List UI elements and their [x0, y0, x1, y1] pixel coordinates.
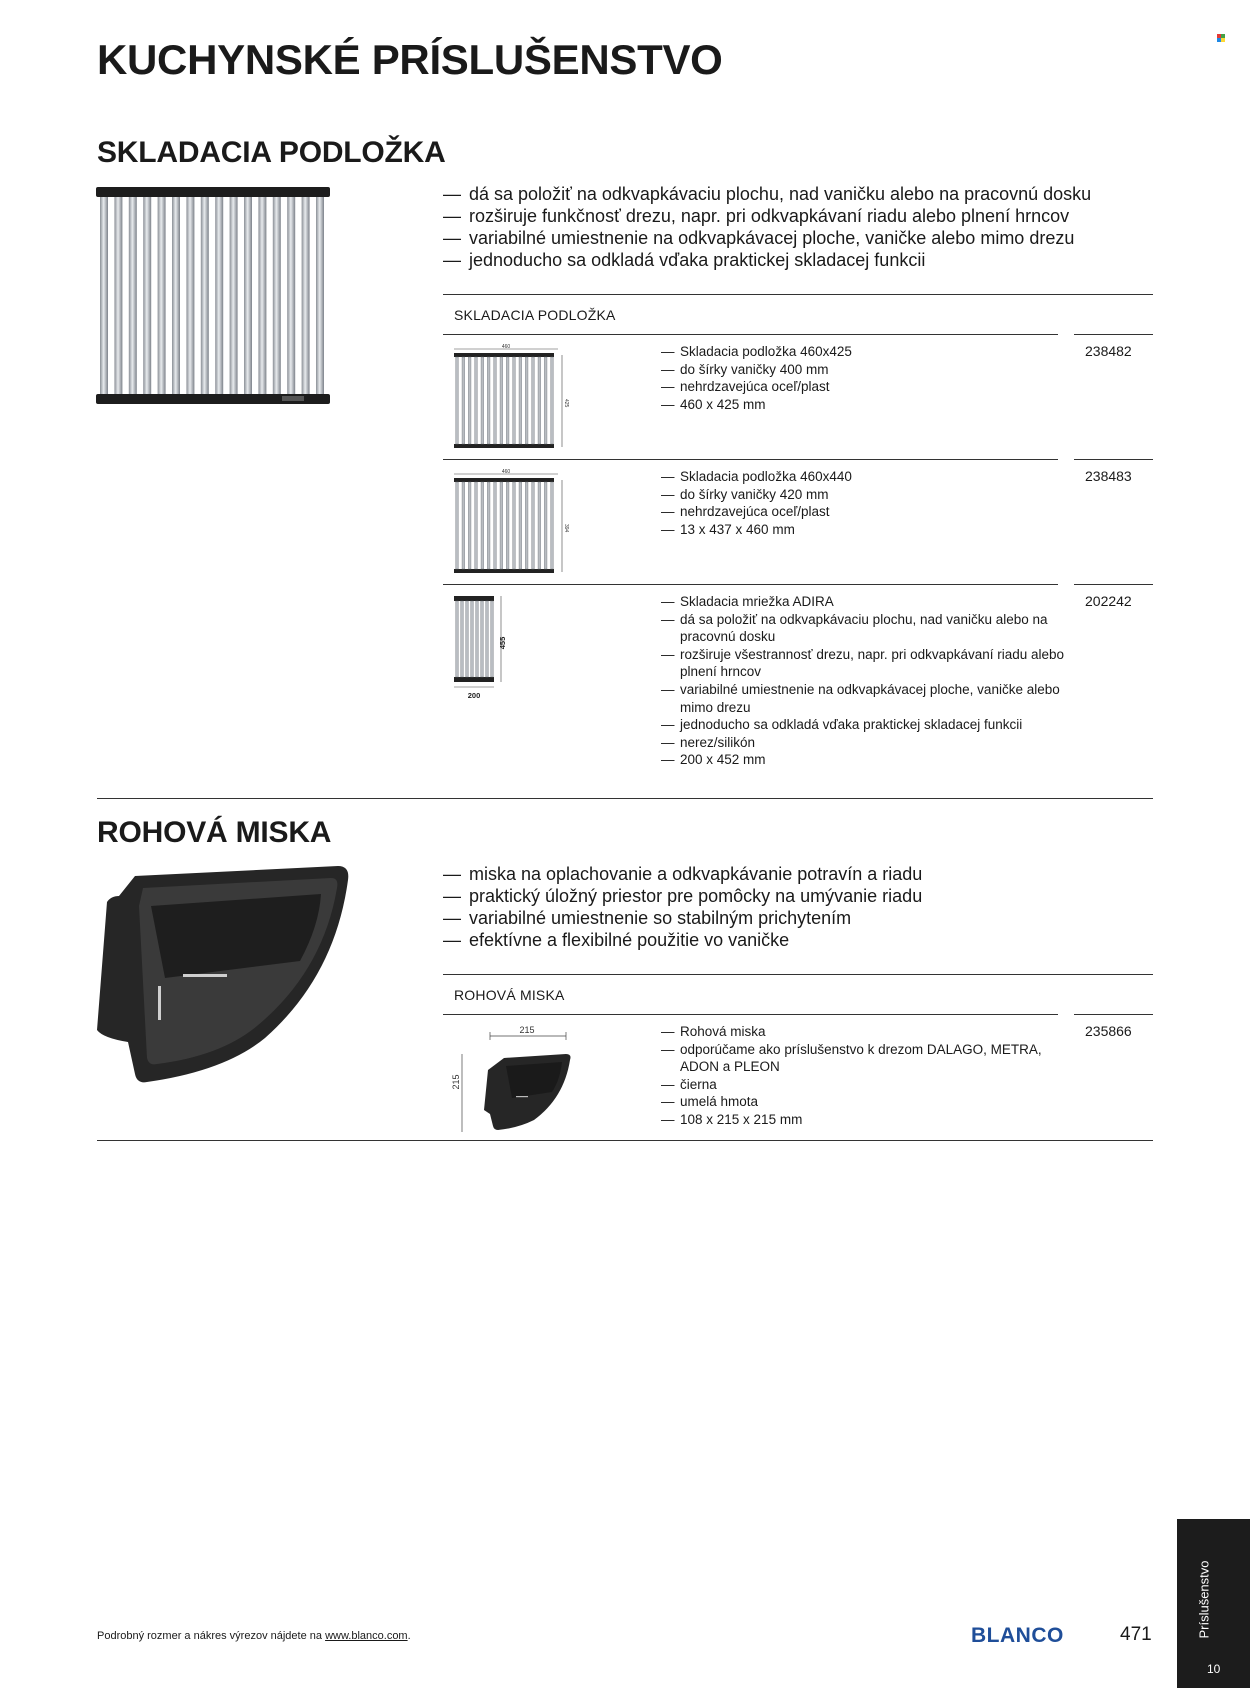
- mat-rod: [456, 357, 459, 444]
- mat-rod: [500, 482, 503, 569]
- corner-bowl-product-image: [95, 866, 350, 1088]
- feature-item: — efektívne a flexibilné použitie vo vaničke: [443, 929, 922, 951]
- color-marks: [1217, 34, 1225, 42]
- spec-item: — odporúčame ako príslušenstvo k drezom DALAGO, METRA, ADON a PLEON: [661, 1041, 1081, 1076]
- mat-rod: [129, 197, 137, 394]
- mat-rod: [486, 601, 489, 677]
- table-label: SKLADACIA PODLOŽKA: [454, 307, 616, 323]
- footer-note: [97, 1630, 411, 1642]
- mat-rod: [513, 357, 516, 444]
- mat-rod: [273, 197, 281, 394]
- mat-rod: [481, 357, 484, 444]
- divider: [1074, 459, 1153, 460]
- mat-rod: [100, 197, 108, 394]
- mat-rod: [506, 482, 509, 569]
- dim-width-label: 215: [519, 1025, 535, 1035]
- feature-item: — dá sa položiť na odkvapkávaciu plochu, nad vaničku alebo na pracovnú dosku: [443, 183, 1091, 205]
- page-title: KUCHYNSKÉ PRÍSLUŠENSTVO: [97, 36, 723, 83]
- spec-item: — nehrdzavejúca oceľ/plast: [661, 378, 1081, 396]
- spec-item: — nerez/silikón: [661, 734, 1081, 752]
- feature-item: — praktický úložný priestor pre pomôcky na umývanie riadu: [443, 885, 922, 907]
- mat-rod: [461, 601, 464, 677]
- product-code: 238483: [1085, 468, 1132, 484]
- mat-rod: [215, 197, 223, 394]
- mat-rod: [172, 197, 180, 394]
- mat-rod: [519, 357, 522, 444]
- mat-rod: [481, 601, 484, 677]
- mat-rod: [500, 357, 503, 444]
- footer-note-end: .: [407, 1630, 411, 1642]
- mat-rod: [475, 357, 478, 444]
- product-spec-list: [661, 468, 1081, 538]
- mat-rod: [525, 482, 528, 569]
- mat-rod: [316, 197, 324, 394]
- divider: [1074, 1014, 1153, 1015]
- mat-rod: [487, 482, 490, 569]
- divider: [443, 1014, 1058, 1015]
- spec-item: — rozširuje všestrannosť drezu, napr. pri odkvapkávaní riadu alebo plnení hrncov: [661, 646, 1081, 681]
- mat-rod: [143, 197, 151, 394]
- spec-item: — do šírky vaničky 400 mm: [661, 361, 1081, 379]
- product-drawing-238482: [448, 343, 568, 453]
- section1-feature-list: [443, 183, 1091, 271]
- mat-rod: [538, 482, 541, 569]
- product-code: 235866: [1085, 1023, 1132, 1039]
- spec-item: — Skladacia podložka 460x440: [661, 468, 1081, 486]
- product-spec-list: [661, 593, 1081, 769]
- product-drawing-238483: [448, 468, 568, 578]
- feature-item: — variabilné umiestnenie so stabilným prichytením: [443, 907, 922, 929]
- roll-mat-product-image: [96, 186, 330, 406]
- mat-rod: [551, 357, 554, 444]
- divider: [443, 294, 1153, 295]
- brand-logo: BLANCO: [971, 1624, 1064, 1647]
- chapter-tab-label-wrap: [1192, 1549, 1216, 1649]
- mat-rod: [186, 197, 194, 394]
- mat-rod: [519, 482, 522, 569]
- product-drawing-235866: [448, 1020, 573, 1135]
- dim-height-label: 215: [451, 1074, 461, 1090]
- spec-item: — umelá hmota: [661, 1093, 1081, 1111]
- mat-rod: [481, 482, 484, 569]
- mat-rod: [476, 601, 479, 677]
- section2-feature-list: [443, 863, 922, 951]
- spec-item: — 13 x 437 x 460 mm: [661, 521, 1081, 539]
- spec-item: — Skladacia podložka 460x425: [661, 343, 1081, 361]
- section-divider: [97, 1140, 1153, 1141]
- mat-rod: [513, 482, 516, 569]
- spec-item: — 460 x 425 mm: [661, 396, 1081, 414]
- mat-rod: [538, 357, 541, 444]
- divider: [443, 974, 1153, 975]
- mat-rod: [468, 482, 471, 569]
- dim-width-label: 460: [501, 344, 511, 350]
- dim-height-label: 394: [563, 524, 569, 533]
- mat-rod: [494, 482, 497, 569]
- spec-item: — dá sa položiť na odkvapkávaciu plochu, nad vaničku alebo na pracovnú dosku: [661, 611, 1081, 646]
- mat-rod: [468, 357, 471, 444]
- mat-rod: [462, 482, 465, 569]
- feature-item: — rozširuje funkčnosť drezu, napr. pri odkvapkávaní riadu alebo plnení hrncov: [443, 205, 1091, 227]
- chapter-tab-label: Príslušenstvo: [1196, 1559, 1212, 1639]
- section-title-skladacia-podlozka: SKLADACIA PODLOŽKA: [97, 136, 446, 169]
- mat-rod: [466, 601, 469, 677]
- mat-rod: [532, 482, 535, 569]
- spec-item: — jednoducho sa odkladá vďaka praktickej skladacej funkcii: [661, 716, 1081, 734]
- table-label: ROHOVÁ MISKA: [454, 987, 565, 1003]
- spec-item: — Skladacia mriežka ADIRA: [661, 593, 1081, 611]
- mat-rod: [456, 482, 459, 569]
- mat-rod: [244, 197, 252, 394]
- product-code: 238482: [1085, 343, 1132, 359]
- divider: [1074, 584, 1153, 585]
- dim-height-label: 455: [498, 636, 507, 650]
- mat-rod: [230, 197, 238, 394]
- spec-item: — 108 x 215 x 215 mm: [661, 1111, 1081, 1129]
- mat-rod: [525, 357, 528, 444]
- mat-rod: [456, 601, 459, 677]
- divider: [443, 459, 1058, 460]
- divider: [443, 584, 1058, 585]
- section-divider: [97, 798, 1153, 799]
- section-title-rohova-miska: ROHOVÁ MISKA: [97, 816, 332, 849]
- feature-item: — variabilné umiestnenie na odkvapkávacej ploche, vaničke alebo mimo drezu: [443, 227, 1091, 249]
- spec-item: — do šírky vaničky 420 mm: [661, 486, 1081, 504]
- divider: [443, 334, 1058, 335]
- mat-rod: [475, 482, 478, 569]
- spec-item: — nehrdzavejúca oceľ/plast: [661, 503, 1081, 521]
- mat-rod: [302, 197, 310, 394]
- spec-item: — 200 x 452 mm: [661, 751, 1081, 769]
- mat-rod: [201, 197, 209, 394]
- mat-rod: [158, 197, 166, 394]
- mat-rod: [544, 482, 547, 569]
- product-spec-list: [661, 343, 1081, 413]
- chapter-number: 10: [1207, 1662, 1221, 1676]
- mat-rod: [258, 197, 266, 394]
- product-spec-list: [661, 1023, 1081, 1129]
- mat-rod: [462, 357, 465, 444]
- mat-rod: [487, 357, 490, 444]
- feature-item: — miska na oplachovanie a odkvapkávanie potravín a riadu: [443, 863, 922, 885]
- divider: [1074, 334, 1153, 335]
- mat-rod: [491, 601, 494, 677]
- mat-rod: [506, 357, 509, 444]
- spec-item: — Rohová miska: [661, 1023, 1081, 1041]
- mat-rod: [532, 357, 535, 444]
- mat-rod: [494, 357, 497, 444]
- page-number: 471: [1120, 1624, 1152, 1645]
- mat-rod: [544, 357, 547, 444]
- mat-rod: [471, 601, 474, 677]
- chapter-tab: [1177, 1519, 1250, 1688]
- mat-rod: [114, 197, 122, 394]
- spec-item: — čierna: [661, 1076, 1081, 1094]
- website-link[interactable]: www.blanco.com: [325, 1630, 408, 1642]
- footer-note-text: Podrobný rozmer a nákres výrezov nájdete na: [97, 1630, 326, 1642]
- dim-width-label: 200: [467, 691, 481, 700]
- dim-height-label: 425: [563, 399, 569, 408]
- mat-rod: [551, 482, 554, 569]
- product-drawing-202242: [448, 593, 518, 703]
- product-code: 202242: [1085, 593, 1132, 609]
- spec-item: — variabilné umiestnenie na odkvapkávacej ploche, vaničke alebo mimo drezu: [661, 681, 1081, 716]
- dim-width-label: 460: [501, 469, 511, 475]
- feature-item: — jednoducho sa odkladá vďaka praktickej skladacej funkcii: [443, 249, 1091, 271]
- mat-rod: [287, 197, 295, 394]
